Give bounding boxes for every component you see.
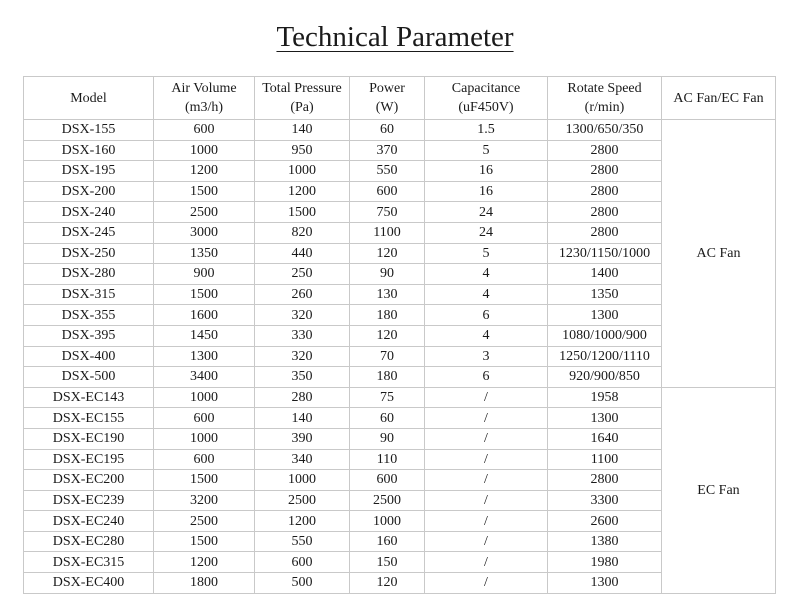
cell-model: DSX-250 [24,243,154,264]
cell-capacitance: / [425,573,548,594]
cell-power: 120 [350,325,425,346]
cell-rotate-speed: 2600 [548,511,662,532]
cell-rotate-speed: 1958 [548,387,662,408]
cell-air-volume: 600 [154,408,255,429]
cell-air-volume: 600 [154,449,255,470]
cell-power: 180 [350,367,425,388]
header-model: Model [24,77,154,120]
cell-rotate-speed: 2800 [548,140,662,161]
cell-air-volume: 3000 [154,222,255,243]
cell-rotate-speed: 1980 [548,552,662,573]
cell-total-pressure: 260 [255,284,350,305]
cell-model: DSX-EC400 [24,573,154,594]
cell-model: DSX-EC190 [24,428,154,449]
cell-total-pressure: 350 [255,367,350,388]
cell-air-volume: 1200 [154,161,255,182]
parameter-table [23,76,776,594]
cell-model: DSX-EC200 [24,470,154,491]
cell-model: DSX-315 [24,284,154,305]
cell-air-volume: 1300 [154,346,255,367]
cell-power: 180 [350,305,425,326]
cell-air-volume: 3400 [154,367,255,388]
cell-air-volume: 1000 [154,387,255,408]
cell-rotate-speed: 1350 [548,284,662,305]
cell-capacitance: 24 [425,222,548,243]
cell-rotate-speed: 1080/1000/900 [548,325,662,346]
cell-power: 130 [350,284,425,305]
cell-air-volume: 2500 [154,202,255,223]
fan-type-group-cell: EC Fan [662,387,776,593]
cell-rotate-speed: 2800 [548,181,662,202]
table-row [24,120,776,141]
cell-model: DSX-EC143 [24,387,154,408]
cell-model: DSX-EC280 [24,531,154,552]
cell-power: 2500 [350,490,425,511]
cell-model: DSX-240 [24,202,154,223]
cell-air-volume: 1450 [154,325,255,346]
cell-power: 370 [350,140,425,161]
header-rotate-speed: Rotate Speed (r/min) [548,77,662,120]
cell-power: 75 [350,387,425,408]
cell-rotate-speed: 1300/650/350 [548,120,662,141]
cell-air-volume: 900 [154,264,255,285]
cell-total-pressure: 2500 [255,490,350,511]
header-row [24,77,776,120]
cell-power: 750 [350,202,425,223]
cell-capacitance: 6 [425,305,548,326]
cell-capacitance: / [425,511,548,532]
cell-model: DSX-500 [24,367,154,388]
cell-total-pressure: 1500 [255,202,350,223]
cell-total-pressure: 600 [255,552,350,573]
header-power: Power (W) [350,77,425,120]
cell-air-volume: 2500 [154,511,255,532]
cell-capacitance: / [425,428,548,449]
cell-rotate-speed: 1300 [548,305,662,326]
cell-capacitance: 6 [425,367,548,388]
cell-model: DSX-395 [24,325,154,346]
cell-capacitance: 16 [425,181,548,202]
cell-power: 150 [350,552,425,573]
cell-total-pressure: 330 [255,325,350,346]
cell-total-pressure: 280 [255,387,350,408]
cell-rotate-speed: 3300 [548,490,662,511]
page-title [0,19,790,55]
cell-capacitance: / [425,552,548,573]
cell-model: DSX-EC155 [24,408,154,429]
header-capacitance: Capacitance (uF450V) [425,77,548,120]
cell-model: DSX-155 [24,120,154,141]
cell-air-volume: 1350 [154,243,255,264]
cell-total-pressure: 140 [255,408,350,429]
page-title-text: Technical Parameter [276,21,514,53]
cell-power: 120 [350,243,425,264]
cell-capacitance: 4 [425,264,548,285]
cell-rotate-speed: 1100 [548,449,662,470]
cell-power: 90 [350,428,425,449]
cell-model: DSX-280 [24,264,154,285]
cell-capacitance: 4 [425,284,548,305]
cell-rotate-speed: 2800 [548,161,662,182]
cell-total-pressure: 440 [255,243,350,264]
cell-air-volume: 1500 [154,284,255,305]
cell-rotate-speed: 1230/1150/1000 [548,243,662,264]
cell-total-pressure: 340 [255,449,350,470]
cell-total-pressure: 950 [255,140,350,161]
cell-power: 120 [350,573,425,594]
cell-power: 1100 [350,222,425,243]
cell-capacitance: 3 [425,346,548,367]
cell-model: DSX-200 [24,181,154,202]
cell-rotate-speed: 2800 [548,202,662,223]
cell-total-pressure: 1200 [255,511,350,532]
cell-model: DSX-EC195 [24,449,154,470]
fan-type-group-cell: AC Fan [662,120,776,388]
cell-rotate-speed: 1640 [548,428,662,449]
cell-air-volume: 1500 [154,181,255,202]
cell-power: 600 [350,470,425,491]
cell-model: DSX-EC239 [24,490,154,511]
cell-capacitance: 24 [425,202,548,223]
cell-rotate-speed: 1380 [548,531,662,552]
header-fan-type: AC Fan/EC Fan [662,77,776,120]
cell-power: 90 [350,264,425,285]
cell-air-volume: 1600 [154,305,255,326]
cell-rotate-speed: 1300 [548,573,662,594]
cell-capacitance: 1.5 [425,120,548,141]
cell-capacitance: / [425,449,548,470]
cell-air-volume: 600 [154,120,255,141]
cell-rotate-speed: 1300 [548,408,662,429]
cell-total-pressure: 820 [255,222,350,243]
cell-capacitance: / [425,470,548,491]
cell-total-pressure: 500 [255,573,350,594]
cell-total-pressure: 140 [255,120,350,141]
cell-total-pressure: 550 [255,531,350,552]
cell-air-volume: 1000 [154,140,255,161]
cell-power: 600 [350,181,425,202]
cell-capacitance: / [425,387,548,408]
cell-rotate-speed: 2800 [548,470,662,491]
cell-power: 70 [350,346,425,367]
cell-capacitance: / [425,408,548,429]
cell-total-pressure: 390 [255,428,350,449]
cell-model: DSX-160 [24,140,154,161]
cell-capacitance: 5 [425,140,548,161]
cell-air-volume: 1000 [154,428,255,449]
cell-power: 60 [350,408,425,429]
cell-power: 60 [350,120,425,141]
cell-rotate-speed: 2800 [548,222,662,243]
cell-total-pressure: 1200 [255,181,350,202]
cell-rotate-speed: 1400 [548,264,662,285]
cell-air-volume: 3200 [154,490,255,511]
cell-total-pressure: 250 [255,264,350,285]
cell-total-pressure: 1000 [255,161,350,182]
cell-model: DSX-EC240 [24,511,154,532]
cell-model: DSX-245 [24,222,154,243]
cell-model: DSX-400 [24,346,154,367]
cell-model: DSX-EC315 [24,552,154,573]
cell-power: 110 [350,449,425,470]
cell-rotate-speed: 1250/1200/1110 [548,346,662,367]
cell-air-volume: 1200 [154,552,255,573]
cell-rotate-speed: 920/900/850 [548,367,662,388]
cell-total-pressure: 320 [255,305,350,326]
cell-power: 1000 [350,511,425,532]
cell-air-volume: 1800 [154,573,255,594]
cell-power: 160 [350,531,425,552]
cell-capacitance: 4 [425,325,548,346]
cell-air-volume: 1500 [154,470,255,491]
cell-air-volume: 1500 [154,531,255,552]
header-air-volume: Air Volume (m3/h) [154,77,255,120]
table-row [24,387,776,408]
cell-capacitance: 16 [425,161,548,182]
cell-power: 550 [350,161,425,182]
cell-capacitance: / [425,531,548,552]
cell-capacitance: 5 [425,243,548,264]
cell-model: DSX-355 [24,305,154,326]
cell-total-pressure: 320 [255,346,350,367]
header-total-pressure: Total Pressure (Pa) [255,77,350,120]
table-body [24,120,776,594]
cell-total-pressure: 1000 [255,470,350,491]
cell-model: DSX-195 [24,161,154,182]
cell-capacitance: / [425,490,548,511]
